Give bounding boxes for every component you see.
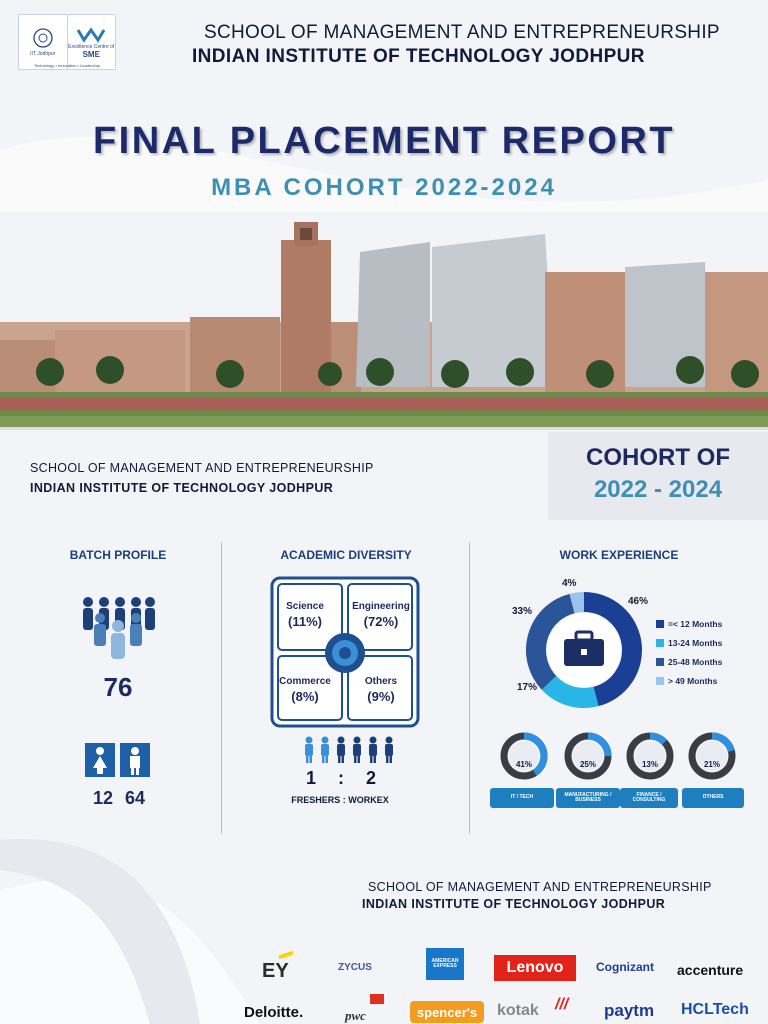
page-subtitle: MBA COHORT 2022-2024 bbox=[211, 174, 557, 201]
recruiter-logo-cognizant: Cognizant bbox=[596, 960, 654, 974]
recruiter-logo-hcltech: HCLTech bbox=[681, 1001, 749, 1018]
work-experience-legend bbox=[656, 619, 722, 686]
logo-tagline: Technology • Innovation • Leadership bbox=[34, 63, 100, 68]
industry-pct: 41% bbox=[515, 760, 532, 769]
legend-row bbox=[656, 638, 722, 648]
recruiter-logo-deloitte: Deloitte. bbox=[244, 1004, 304, 1021]
sme-logo-sub: Excellence Centre of bbox=[68, 43, 115, 50]
industry-donut-finance bbox=[624, 730, 676, 782]
we-slice-3 bbox=[572, 602, 584, 604]
industry-pct: 21% bbox=[703, 760, 720, 769]
legend-swatch bbox=[656, 639, 664, 647]
industry-label-finance: FINANCE / CONSULTING bbox=[620, 788, 678, 808]
legend-label: 13-24 Months bbox=[668, 638, 723, 648]
header-institute: INDIAN INSTITUTE OF TECHNOLOGY JODHPUR bbox=[192, 46, 645, 67]
recruiter-logo-kotak: kotak bbox=[497, 1002, 539, 1019]
we-label-33: 33% bbox=[512, 606, 533, 617]
column-divider bbox=[469, 542, 470, 834]
campus-photo bbox=[0, 212, 768, 430]
recruiter-logo-pwc: pwc bbox=[345, 1008, 366, 1023]
legend-swatch bbox=[656, 620, 664, 628]
bottom-institute: INDIAN INSTITUTE OF TECHNOLOGY JODHPUR bbox=[362, 897, 666, 911]
quadrant-engineering-pct: (72%) bbox=[363, 614, 399, 629]
iitj-logo-text: IIT Jodhpur bbox=[30, 51, 56, 57]
mid-institute: INDIAN INSTITUTE OF TECHNOLOGY JODHPUR bbox=[30, 481, 334, 495]
industry-donut-it bbox=[498, 730, 550, 782]
industry-label-it: IT / TECH bbox=[490, 788, 554, 808]
legend-label: 25-48 Months bbox=[668, 657, 723, 667]
legend-row bbox=[656, 676, 722, 686]
recruiter-logo-spencers: spencer's bbox=[410, 1001, 484, 1023]
quadrant-others-label: Others bbox=[364, 676, 398, 687]
fresher-ratio: 1 bbox=[306, 768, 317, 788]
ratio-caption: FRESHERS : WORKEX bbox=[291, 795, 389, 805]
sme-logo-text: SME bbox=[82, 49, 100, 59]
we-label-17: 17% bbox=[517, 682, 538, 693]
legend-row bbox=[656, 657, 722, 667]
quadrant-others-pct: (9%) bbox=[367, 689, 395, 704]
recruiter-logo-accenture: accenture bbox=[677, 962, 744, 978]
cohort-years: 2022 - 2024 bbox=[593, 476, 723, 503]
we-label-4: 4% bbox=[562, 578, 577, 589]
batch-total: 76 bbox=[103, 672, 133, 702]
industry-pct: 13% bbox=[641, 760, 658, 769]
legend-swatch bbox=[656, 677, 664, 685]
quadrant-engineering-label: Engineering bbox=[352, 601, 410, 612]
academic-diversity-heading: ACADEMIC DIVERSITY bbox=[280, 548, 412, 562]
recruiter-logo-zycus: ZYCUS bbox=[338, 962, 372, 973]
iitj-logo bbox=[19, 15, 67, 69]
quadrant-commerce-label: Commerce bbox=[279, 676, 331, 687]
workex-ratio: 2 bbox=[366, 768, 377, 788]
cohort-label: COHORT OF bbox=[586, 444, 730, 471]
bottom-school: SCHOOL OF MANAGEMENT AND ENTREPRENEURSHIP bbox=[368, 880, 712, 894]
recruiter-logo-paytm: paytm bbox=[604, 1001, 655, 1020]
academic-diversity-grid bbox=[270, 576, 420, 728]
recruiter-logo-ey: EY bbox=[262, 960, 289, 982]
page-title: FINAL PLACEMENT REPORT bbox=[92, 120, 676, 162]
sme-logo bbox=[67, 15, 116, 69]
female-icon bbox=[85, 743, 115, 777]
recruiter-logo-amex: AMERICAN EXPRESS bbox=[426, 948, 464, 980]
people-group-icon bbox=[78, 596, 158, 662]
quadrant-commerce-pct: (8%) bbox=[291, 689, 319, 704]
legend-row bbox=[656, 619, 722, 629]
header-school: SCHOOL OF MANAGEMENT AND ENTREPRENEURSHIP bbox=[204, 22, 720, 43]
logo-box bbox=[18, 14, 116, 70]
industry-pct: 25% bbox=[579, 760, 596, 769]
quadrant-science-label: Science bbox=[286, 601, 324, 612]
legend-label: =< 12 Months bbox=[668, 619, 723, 629]
male-count: 64 bbox=[124, 788, 146, 808]
we-label-46: 46% bbox=[628, 596, 649, 607]
quadrant-science-pct: (11%) bbox=[288, 614, 322, 629]
iitj-emblem-icon bbox=[32, 27, 54, 51]
industry-label-manufacturing: MANUFACTURING / BUSINESS bbox=[556, 788, 620, 808]
mid-school: SCHOOL OF MANAGEMENT AND ENTREPRENEURSHIP bbox=[30, 461, 374, 475]
ratio-separator: : bbox=[338, 768, 344, 788]
industry-label-others: OTHERS bbox=[682, 788, 744, 808]
industry-donut-others bbox=[686, 730, 738, 782]
industry-breakdown bbox=[490, 730, 750, 815]
recruiter-logo-lenovo: Lenovo bbox=[494, 955, 576, 981]
male-icon bbox=[120, 743, 150, 777]
legend-label: > 49 Months bbox=[668, 676, 718, 686]
pwc-mark bbox=[370, 994, 384, 1004]
batch-profile-heading: BATCH PROFILE bbox=[69, 548, 167, 562]
fresher-workex-people-icon bbox=[302, 736, 396, 764]
legend-swatch bbox=[656, 658, 664, 666]
work-experience-heading: WORK EXPERIENCE bbox=[559, 548, 679, 562]
kotak-mark-icon: /// bbox=[555, 996, 569, 1013]
cohort-box bbox=[548, 432, 768, 520]
industry-donut-manufacturing bbox=[562, 730, 614, 782]
sme-emblem-icon bbox=[76, 26, 106, 44]
briefcase-icon bbox=[562, 630, 606, 668]
female-count: 12 bbox=[92, 788, 114, 808]
